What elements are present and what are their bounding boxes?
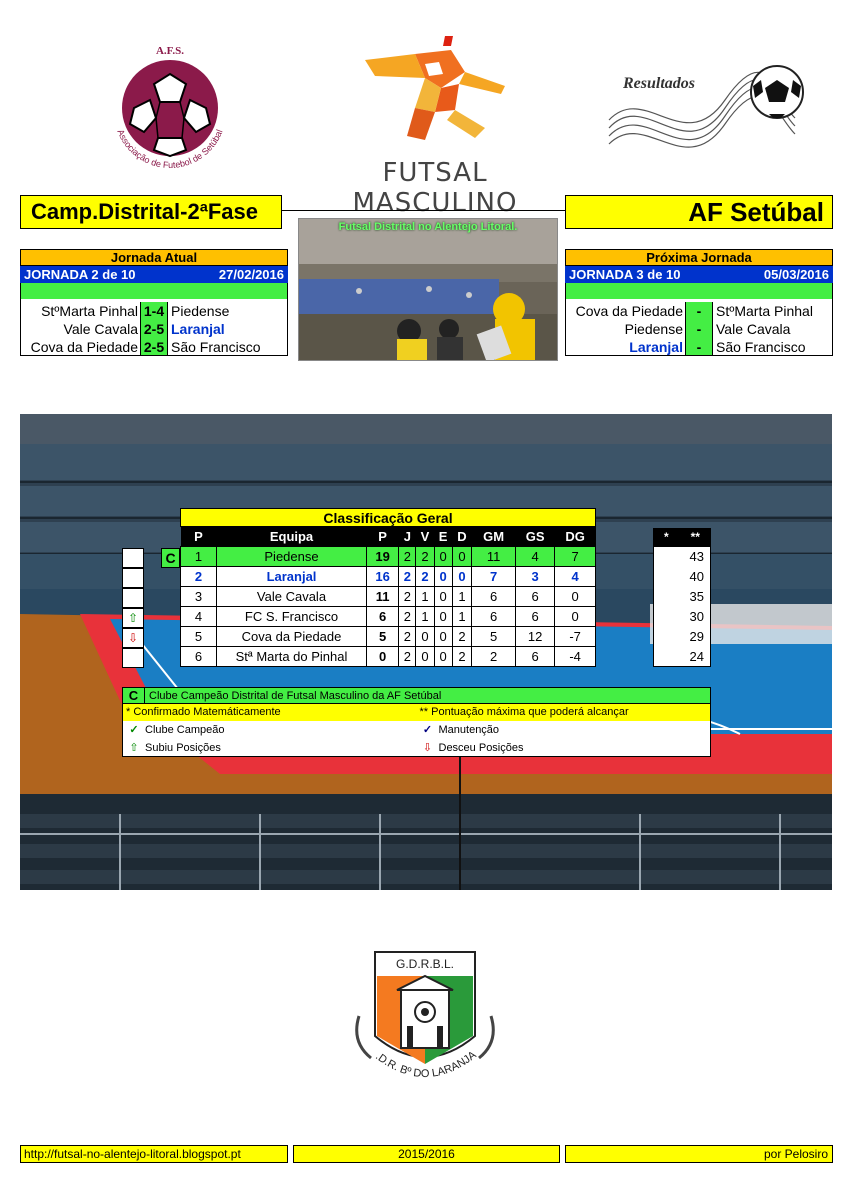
match-score: 1-4 bbox=[140, 302, 168, 320]
up-arrow-icon: ⇧ bbox=[122, 608, 144, 628]
row-goal-diff: -4 bbox=[555, 646, 596, 666]
match-home: Vale Cavala bbox=[20, 320, 140, 338]
fixture-home: Laranjal bbox=[565, 338, 685, 355]
afs-logo bbox=[100, 38, 240, 178]
legend-moved-up: Subiu Posições bbox=[145, 742, 221, 754]
max-points-header bbox=[653, 528, 711, 547]
match-away: São Francisco bbox=[168, 338, 288, 355]
max-points-value: 30 bbox=[653, 607, 711, 627]
row-team: Piedense bbox=[217, 546, 367, 566]
row-goal-diff: 7 bbox=[555, 546, 596, 566]
confirmed-header: * bbox=[663, 530, 669, 544]
row-position: 6 bbox=[181, 646, 217, 666]
fixture-away: São Francisco bbox=[713, 338, 833, 355]
next-round-heading: Próxima Jornada bbox=[565, 249, 833, 266]
row-drawn: 0 bbox=[434, 646, 452, 666]
gdrbl-logo bbox=[345, 946, 505, 1094]
row-goals-against: 12 bbox=[515, 626, 554, 646]
row-lost: 1 bbox=[452, 586, 472, 606]
row-points: 6 bbox=[367, 606, 399, 626]
check-navy-icon: ✓ bbox=[422, 724, 433, 736]
max-points-value: 24 bbox=[653, 647, 711, 667]
row-goals-against: 3 bbox=[515, 566, 554, 586]
max-points-value: 43 bbox=[653, 547, 711, 567]
current-round-heading: Jornada Atual bbox=[20, 249, 288, 266]
legend-note-confirmed: * Confirmado Matemáticamente bbox=[126, 706, 281, 718]
afs-top-text: A.F.S. bbox=[155, 45, 185, 57]
row-goal-diff: 0 bbox=[555, 586, 596, 606]
legend-notes-row bbox=[122, 704, 711, 721]
match-home: StºMarta Pinhal bbox=[20, 302, 140, 320]
status-column bbox=[122, 548, 144, 668]
col-goal-diff: DG bbox=[555, 527, 596, 546]
status-cell bbox=[122, 548, 144, 568]
max-points-value: 40 bbox=[653, 567, 711, 587]
legend-champion-row bbox=[122, 687, 711, 704]
row-won: 1 bbox=[416, 606, 434, 626]
status-cell bbox=[122, 568, 144, 588]
match-away: Piedense bbox=[168, 302, 288, 320]
current-round-bar bbox=[20, 266, 288, 283]
fixture-row bbox=[565, 320, 833, 338]
row-goals-for: 11 bbox=[472, 546, 516, 566]
row-drawn: 0 bbox=[434, 626, 452, 646]
row-position: 4 bbox=[181, 606, 217, 626]
next-round-date: 05/03/2016 bbox=[763, 267, 829, 282]
photo-caption: Futsal Distrital no Alentejo Litoral. bbox=[338, 221, 518, 233]
row-goals-against: 4 bbox=[515, 546, 554, 566]
results-logo bbox=[605, 58, 805, 158]
row-won: 0 bbox=[416, 626, 434, 646]
match-row bbox=[20, 302, 288, 320]
col-goals-for: GM bbox=[472, 527, 516, 546]
row-position: 2 bbox=[181, 566, 217, 586]
match-row bbox=[20, 320, 288, 338]
footer-season: 2015/2016 bbox=[293, 1145, 560, 1163]
current-round-number: JORNADA 2 de 10 bbox=[24, 267, 136, 282]
legend-club-champion: Clube Campeão bbox=[145, 724, 225, 736]
row-played: 2 bbox=[399, 606, 416, 626]
fixture-home: Cova da Piedade bbox=[565, 302, 685, 320]
match-away: Laranjal bbox=[168, 320, 288, 338]
current-round-date: 27/02/2016 bbox=[218, 267, 284, 282]
row-goal-diff: 0 bbox=[555, 606, 596, 626]
col-position: P bbox=[181, 527, 217, 546]
row-played: 2 bbox=[399, 646, 416, 666]
max-points-value: 29 bbox=[653, 627, 711, 647]
match-score: 2-5 bbox=[140, 338, 168, 355]
row-goal-diff: 4 bbox=[555, 566, 596, 586]
row-lost: 1 bbox=[452, 606, 472, 626]
next-round-box bbox=[565, 249, 833, 356]
footer-url[interactable]: http://futsal-no-alentejo-litoral.blogspot.pt bbox=[20, 1145, 288, 1163]
fixture-home: Piedense bbox=[565, 320, 685, 338]
table-row bbox=[181, 546, 596, 566]
row-goals-for: 6 bbox=[472, 606, 516, 626]
row-team: Stª Marta do Pinhal bbox=[217, 646, 367, 666]
fixture-away: StºMarta Pinhal bbox=[713, 302, 833, 320]
gdrbl-top-text: G.D.R.B.L. bbox=[395, 957, 455, 971]
footer-author: por Pelosiro bbox=[565, 1145, 833, 1163]
row-won: 0 bbox=[416, 646, 434, 666]
legend-note-max: ** Pontuação máxima que poderá alcançar bbox=[419, 706, 629, 718]
row-played: 2 bbox=[399, 546, 416, 566]
row-position: 1 bbox=[181, 546, 217, 566]
fixture-separator: - bbox=[685, 338, 713, 355]
table-header-row bbox=[181, 527, 596, 546]
row-goals-against: 6 bbox=[515, 606, 554, 626]
max-points-column bbox=[653, 528, 711, 667]
current-round-box bbox=[20, 249, 288, 356]
legend-champion-text: Clube Campeão Distrital de Futsal Masculino da AF Setúbal bbox=[149, 690, 442, 702]
col-lost: D bbox=[452, 527, 472, 546]
futsal-logo bbox=[355, 28, 515, 146]
row-points: 19 bbox=[367, 546, 399, 566]
col-won: V bbox=[416, 527, 434, 546]
table-row bbox=[181, 606, 596, 626]
next-round-bar bbox=[565, 266, 833, 283]
legend-row bbox=[122, 721, 711, 739]
row-points: 11 bbox=[367, 586, 399, 606]
row-lost: 0 bbox=[452, 546, 472, 566]
row-goals-for: 6 bbox=[472, 586, 516, 606]
competition-title: Camp.Distrital-2ªFase bbox=[20, 195, 282, 229]
row-goals-against: 6 bbox=[515, 646, 554, 666]
current-round-spacer bbox=[20, 283, 288, 299]
row-lost: 2 bbox=[452, 646, 472, 666]
row-won: 1 bbox=[416, 586, 434, 606]
table-row bbox=[181, 586, 596, 606]
down-arrow-icon: ⇩ bbox=[122, 628, 144, 648]
row-goals-for: 2 bbox=[472, 646, 516, 666]
row-goals-against: 6 bbox=[515, 586, 554, 606]
max-points-value: 35 bbox=[653, 587, 711, 607]
match-score: 2-5 bbox=[140, 320, 168, 338]
table-row bbox=[181, 646, 596, 666]
row-position: 3 bbox=[181, 586, 217, 606]
col-drawn: E bbox=[434, 527, 452, 546]
legend-moved-down: Desceu Posições bbox=[438, 742, 524, 754]
table-row bbox=[181, 566, 596, 586]
classification-title: Classificação Geral bbox=[180, 508, 596, 527]
row-lost: 2 bbox=[452, 626, 472, 646]
row-played: 2 bbox=[399, 586, 416, 606]
row-drawn: 0 bbox=[434, 546, 452, 566]
game-photo bbox=[298, 218, 558, 361]
up-arrow-icon: ⇧ bbox=[129, 742, 139, 754]
gdrbl-bottom-text: .D.R. Bº DO LARANJA bbox=[373, 1048, 479, 1081]
col-team: Equipa bbox=[217, 527, 367, 546]
champion-badge: C bbox=[161, 548, 180, 568]
table-row bbox=[181, 626, 596, 646]
row-lost: 0 bbox=[452, 566, 472, 586]
match-home: Cova da Piedade bbox=[20, 338, 140, 355]
results-text: Resultados bbox=[623, 75, 696, 92]
row-team: Vale Cavala bbox=[217, 586, 367, 606]
association-title: AF Setúbal bbox=[565, 195, 833, 229]
check-green-icon: ✓ bbox=[129, 724, 139, 736]
col-played: J bbox=[399, 527, 416, 546]
max-header: ** bbox=[690, 530, 700, 544]
col-goals-against: GS bbox=[515, 527, 554, 546]
row-team: Laranjal bbox=[217, 566, 367, 586]
row-goal-diff: -7 bbox=[555, 626, 596, 646]
next-round-spacer bbox=[565, 283, 833, 299]
row-points: 16 bbox=[367, 566, 399, 586]
standings-table bbox=[180, 527, 596, 667]
status-cell bbox=[122, 648, 144, 668]
row-drawn: 0 bbox=[434, 586, 452, 606]
afs-ring-text: Associação de Futebol de Setúbal bbox=[115, 127, 225, 171]
legend-champion-badge: C bbox=[123, 688, 145, 703]
fixture-away: Vale Cavala bbox=[713, 320, 833, 338]
col-points: P bbox=[367, 527, 399, 546]
status-cell bbox=[122, 588, 144, 608]
row-drawn: 0 bbox=[434, 606, 452, 626]
futsal-title: FUTSAL MASCULINO bbox=[352, 158, 518, 218]
match-row bbox=[20, 338, 288, 356]
legend bbox=[122, 687, 711, 757]
row-played: 2 bbox=[399, 566, 416, 586]
fixture-separator: - bbox=[685, 320, 713, 338]
row-points: 0 bbox=[367, 646, 399, 666]
fixture-separator: - bbox=[685, 302, 713, 320]
row-goals-for: 7 bbox=[472, 566, 516, 586]
row-points: 5 bbox=[367, 626, 399, 646]
next-round-number: JORNADA 3 de 10 bbox=[569, 267, 681, 282]
legend-maintenance: Manutenção bbox=[438, 724, 500, 736]
row-won: 2 bbox=[416, 546, 434, 566]
row-played: 2 bbox=[399, 626, 416, 646]
row-won: 2 bbox=[416, 566, 434, 586]
fixture-row bbox=[565, 338, 833, 356]
row-position: 5 bbox=[181, 626, 217, 646]
row-drawn: 0 bbox=[434, 566, 452, 586]
down-arrow-icon: ⇩ bbox=[422, 742, 433, 754]
fixture-row bbox=[565, 302, 833, 320]
row-goals-for: 5 bbox=[472, 626, 516, 646]
row-team: FC S. Francisco bbox=[217, 606, 367, 626]
classification-table bbox=[180, 508, 596, 667]
legend-row bbox=[122, 739, 711, 757]
row-team: Cova da Piedade bbox=[217, 626, 367, 646]
